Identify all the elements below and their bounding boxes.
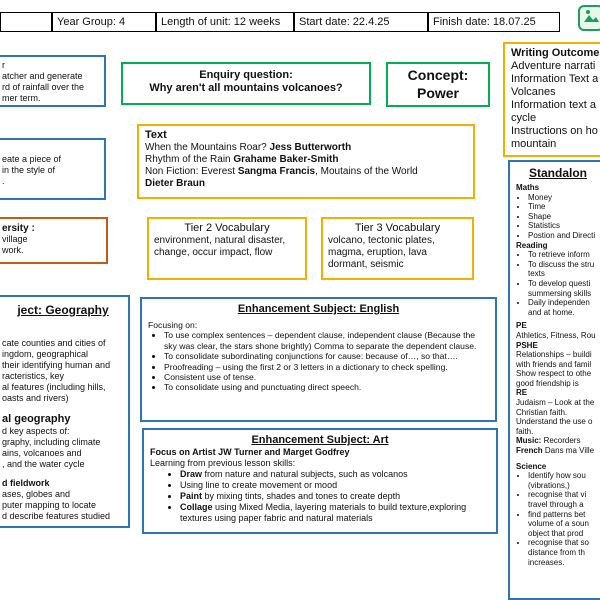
geo-p1-line: oasts and rivers): [2, 393, 69, 403]
maths-item: • Statistics: [528, 221, 600, 231]
geo-p2-line: d key aspects of:: [2, 426, 70, 436]
text-line-3: [145, 166, 467, 178]
re-text: Judaism – Look at the Christian faith. Understand the use o faith.: [516, 398, 595, 436]
art-box: [142, 428, 498, 534]
book-title: Rhythm of the Rain: [145, 154, 231, 165]
unit-length-cell: Length of unit: 12 weeks: [156, 12, 294, 32]
science-item: • recognise that vi travel through a: [528, 490, 600, 509]
text-line-2: [145, 154, 467, 166]
left-top-line: atcher and generate: [2, 71, 83, 81]
art-item-text: using Mixed Media, layering materials to build texture,exploring textures using paper fabric and natural materials: [180, 502, 467, 523]
left-top-line: mer term.: [2, 93, 41, 103]
english-item: • Proofreading – using the first 2 or 3 letters in a dictionary to check spelling.: [164, 362, 489, 372]
year-group-cell: Year Group: 4: [52, 12, 156, 32]
science-heading: Science: [516, 461, 547, 471]
geo-p2-line: , and the water cycle: [2, 459, 85, 469]
enquiry-label: Enquiry question:: [199, 69, 293, 81]
tier2-box: [147, 217, 307, 280]
english-item: • To consolidate using and punctuating direct speech.: [164, 382, 489, 392]
art-item-bold: Draw: [180, 469, 203, 479]
enquiry-question: Why aren't all mountains volcanoes?: [149, 82, 343, 94]
geo-p3-line: ases, globes and: [2, 489, 71, 499]
writing-item: Instructions on ho: [511, 125, 598, 137]
book-author: Dieter Braun: [145, 178, 206, 189]
english-title: Enhancement Subject: English: [237, 303, 400, 315]
left-mid-line: .: [2, 176, 5, 186]
art-item-bold: Paint: [180, 491, 203, 501]
concept-label: Concept:: [407, 67, 469, 83]
diversity-title: ersity :: [2, 223, 35, 234]
geo-p2-line: ains, volcanoes and: [2, 448, 82, 458]
science-list: [516, 471, 600, 567]
art-item-bold: Collage: [180, 502, 213, 512]
maths-heading: Maths: [516, 183, 540, 192]
book-author: Jess Butterworth: [269, 142, 352, 153]
geography-box: [0, 295, 130, 528]
left-top-box: [0, 55, 106, 107]
standalone-title: Standalon: [528, 166, 587, 180]
text-box: [137, 124, 475, 199]
science-item: • recognise that so distance from th increases.: [528, 538, 600, 567]
french-text: Dans ma Ville: [542, 446, 595, 456]
book-title: Non Fiction: Everest: [145, 166, 236, 177]
left-top-line: r: [2, 60, 5, 70]
music-label: Music:: [516, 436, 542, 446]
geo-p1-line: al features (including hills,: [2, 382, 106, 392]
writing-item: mountain: [511, 138, 557, 150]
art-item: [180, 480, 490, 491]
start-date-cell: Start date: 22.4.25: [294, 12, 428, 32]
left-mid-line: eate a piece of: [2, 154, 62, 164]
maths-item: • Postion and Directi: [528, 231, 600, 241]
pe-text: Athletics, Fitness, Rou: [516, 330, 596, 340]
reading-list: [516, 250, 600, 317]
science-item: • find patterns bet volume of a soun object that prod: [528, 510, 600, 539]
maths-list: [516, 193, 600, 241]
book-title: , Moutains of the World: [315, 166, 418, 177]
english-item: • Consistent use of tense.: [164, 372, 489, 382]
pshe-heading: PSHE: [516, 340, 538, 350]
left-mid-line: in the style of: [2, 165, 56, 175]
writing-item: Information text a: [511, 99, 596, 111]
art-focus: Focus on Artist JW Turner and Marget Godfrey: [150, 447, 350, 457]
re-heading: RE: [516, 388, 528, 398]
left-top-line: rd of rainfall over the: [2, 82, 85, 92]
diversity-box: [0, 217, 108, 264]
music-text: Recorders: [541, 436, 581, 446]
book-title: When the Mountains Roar?: [145, 142, 267, 153]
writing-item: Adventure narrati: [511, 60, 596, 72]
french-label: French: [516, 446, 543, 456]
writing-item: cycle: [511, 112, 537, 124]
tier3-box: [321, 217, 474, 280]
geo-p1-line: their identifying human and: [2, 360, 111, 370]
science-item: • Identify how sou (vibrations,): [528, 471, 600, 490]
left-mid-box: [0, 138, 106, 200]
geo-heading: d fieldwork: [2, 478, 50, 488]
english-item: • To use complex sentences – dependent clause, independent clause (Because the sky was clear, the stars shone brightly) Comma to separate the dependent clause.: [164, 330, 489, 351]
geo-p1-line: ingdom, geographical: [2, 349, 89, 359]
writing-title: Writing Outcome: [511, 47, 600, 59]
geo-p3-line: puter mapping to locate: [2, 500, 97, 510]
reading-item: • To develop questi summersing skills: [528, 279, 600, 298]
pe-heading: PE: [516, 321, 527, 331]
geo-p3-line: d describe features studied: [2, 511, 111, 521]
english-focus: Focusing on:: [148, 320, 198, 330]
maths-item: • Time: [528, 202, 600, 212]
standalone-box: [508, 160, 600, 600]
art-item-text: from nature and natural subjects, such as volcanos: [202, 469, 408, 479]
art-item-text: Using line to create movement or mood: [180, 480, 338, 490]
art-item: [180, 502, 490, 524]
art-learning: Learning from previous lesson skills:: [150, 458, 296, 468]
english-item: • To consolidate subordinating conjunctions for cause: because of…, so that….: [164, 351, 489, 361]
reading-heading: Reading: [516, 240, 548, 250]
diversity-line: work.: [2, 245, 24, 255]
finish-date-cell: Finish date: 18.07.25: [428, 12, 560, 32]
writing-outcome-box: [503, 42, 600, 157]
tier2-title: Tier 2 Vocabulary: [184, 222, 270, 234]
book-author: Grahame Baker-Smith: [233, 154, 339, 165]
reading-item: • To retrieve inform: [528, 250, 600, 260]
geography-title: ject: Geography: [17, 303, 109, 317]
tier3-words: volcano, tectonic plates, magma, eruption, lava dormant, seismic: [328, 235, 435, 270]
english-box: [140, 297, 497, 422]
concept-value: Power: [416, 85, 459, 101]
reading-item: • Daily independen and at home.: [528, 298, 600, 317]
tier2-words: environment, natural disaster, change, occur impact, flow: [154, 235, 286, 258]
maths-item: • Shape: [528, 212, 600, 222]
school-logo-icon: [578, 5, 600, 31]
art-item-text: by mixing tints, shades and tones to create depth: [202, 491, 401, 501]
english-list: [148, 330, 489, 392]
writing-item: Volcanes: [511, 86, 556, 98]
geo-p1-line: racteristics, key: [2, 371, 65, 381]
art-item: [180, 469, 490, 480]
art-list: [150, 469, 490, 524]
text-line-1: [145, 142, 467, 154]
diversity-line: village: [2, 234, 28, 244]
concept-box: [386, 62, 490, 107]
tier3-title: Tier 3 Vocabulary: [354, 222, 441, 234]
art-title: Enhancement Subject: Art: [251, 434, 389, 446]
book-author: Sangma Francis: [237, 166, 316, 177]
geo-p1-line: cate counties and cities of: [2, 338, 106, 348]
writing-item: Information Text a: [511, 73, 599, 85]
geo-heading: al geography: [2, 413, 71, 425]
music-line: [516, 436, 600, 446]
art-item: [180, 491, 490, 502]
enquiry-box: [121, 62, 371, 105]
header-cell-0: [0, 12, 52, 32]
reading-item: • To discuss the stru texts: [528, 260, 600, 279]
maths-item: • Money: [528, 193, 600, 203]
geo-p2-line: graphy, including climate: [2, 437, 101, 447]
text-title: Text: [145, 129, 167, 141]
french-line: [516, 446, 600, 456]
pshe-text: Relationships – buildi with friends and famil Show respect to othe good friendship is: [516, 350, 592, 388]
